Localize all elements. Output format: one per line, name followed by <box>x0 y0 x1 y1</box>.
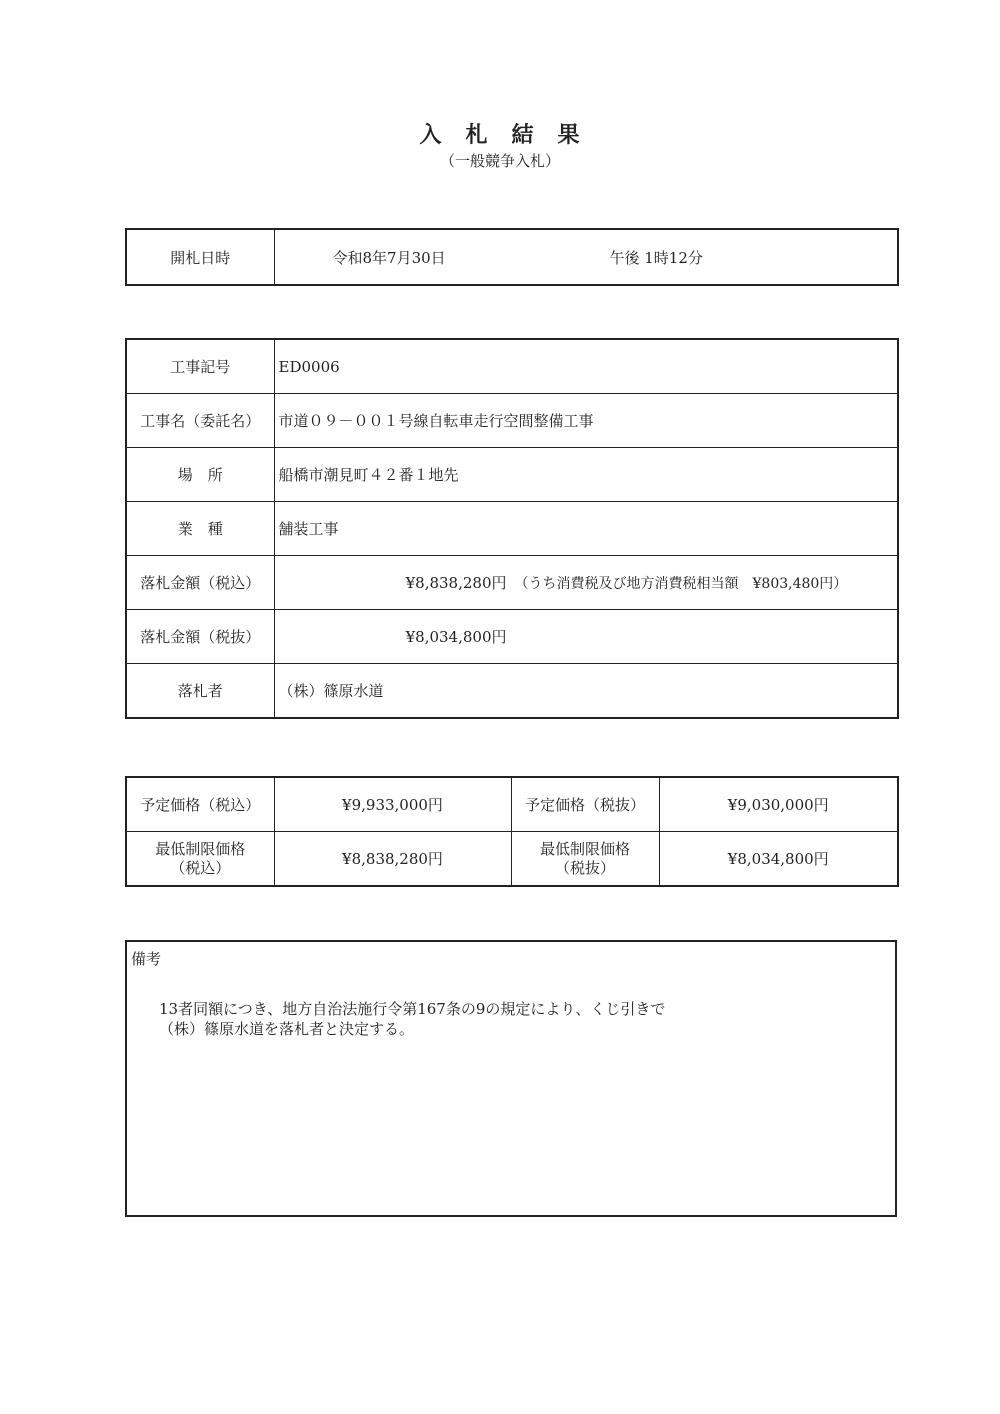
planned-price-row <box>126 777 898 832</box>
place-row <box>126 448 898 502</box>
bid-excl-cell <box>274 610 898 664</box>
work-no-row <box>126 339 898 394</box>
bid-incl-cell <box>274 556 898 610</box>
planned-incl-value: ¥9,933,000円 <box>274 777 511 832</box>
min-incl-label-line1: 最低制限価格 <box>155 839 246 858</box>
remarks-line2: （株）篠原水道を落札者と決定する。 <box>159 1020 415 1038</box>
bid-excl-row <box>126 610 898 664</box>
remarks-box <box>125 940 897 1217</box>
bid-incl-row <box>126 556 898 610</box>
remarks-line1: 13者同額につき、地方自治法施行令第167条の9の規定により、くじ引きで <box>159 1000 666 1018</box>
planned-incl-label: 予定価格（税込） <box>126 777 274 832</box>
category-row <box>126 502 898 556</box>
bid-incl-tax-note: （うち消費税及び地方消費税相当額 ¥803,480円） <box>514 576 848 592</box>
min-incl-label <box>126 832 274 887</box>
open-datetime-label: 開札日時 <box>126 229 274 285</box>
bid-excl-label: 落札金額（税抜） <box>126 610 274 664</box>
award-info-table <box>125 338 899 719</box>
open-datetime-row <box>126 229 898 285</box>
bid-incl-label: 落札金額（税込） <box>126 556 274 610</box>
min-incl-value: ¥8,838,280円 <box>274 832 511 887</box>
open-time: 午後 1時12分 <box>609 248 703 267</box>
open-date: 令和8年7月30日 <box>332 248 446 267</box>
min-price-row <box>126 832 898 887</box>
place-label: 場 所 <box>126 448 274 502</box>
place-value: 船橋市潮見町４２番１地先 <box>274 448 898 502</box>
min-excl-label-line2: （税抜） <box>554 858 615 877</box>
remarks-label: 備考 <box>131 950 162 968</box>
price-table <box>125 776 899 887</box>
work-no-label: 工事記号 <box>126 339 274 394</box>
min-incl-label-line2: （税込） <box>170 858 231 877</box>
bid-excl-value: ¥8,034,800円 <box>405 628 507 646</box>
open-datetime-value <box>274 229 898 285</box>
page-subtitle: （一般競争入札） <box>439 152 560 170</box>
page-title: 入 札 結 果 <box>419 122 581 148</box>
planned-excl-value: ¥9,030,000円 <box>659 777 898 832</box>
bid-incl-value: ¥8,838,280円 <box>405 574 507 592</box>
open-datetime-table <box>125 228 899 286</box>
min-excl-label <box>511 832 659 887</box>
category-value: 舗装工事 <box>274 502 898 556</box>
category-label: 業 種 <box>126 502 274 556</box>
winner-row <box>126 664 898 719</box>
planned-excl-label: 予定価格（税抜） <box>511 777 659 832</box>
remarks-body <box>159 999 665 1039</box>
min-excl-label-line1: 最低制限価格 <box>539 839 630 858</box>
winner-value: （株）篠原水道 <box>274 664 898 719</box>
winner-label: 落札者 <box>126 664 274 719</box>
work-name-label: 工事名（委託名） <box>126 394 274 448</box>
work-no-value: ED0006 <box>274 339 898 394</box>
min-excl-value: ¥8,034,800円 <box>659 832 898 887</box>
work-name-value: 市道０９－００１号線自転車走行空間整備工事 <box>274 394 898 448</box>
work-name-row <box>126 394 898 448</box>
